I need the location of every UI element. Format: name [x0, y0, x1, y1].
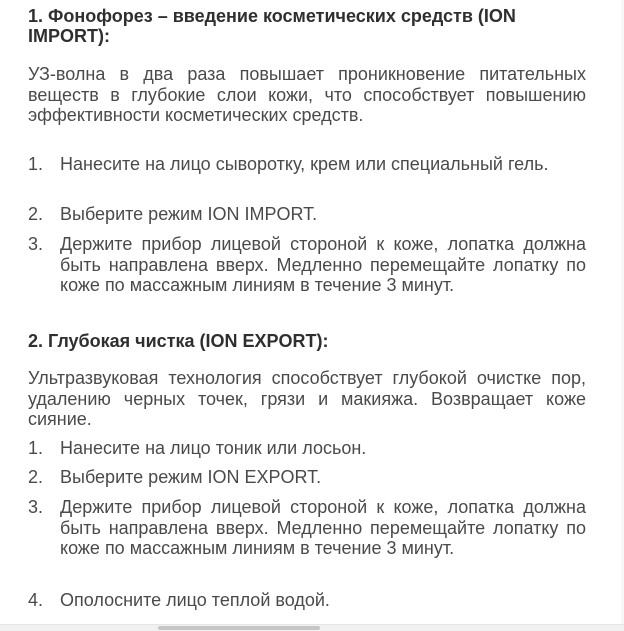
- step-text: Ополосните лицо теплой водой.: [60, 590, 330, 610]
- step-number: 4.: [28, 590, 44, 610]
- step-text: Нанесите на лицо тоник или лосьон.: [60, 438, 367, 458]
- step-text: Нанесите на лицо сыворотку, крем или специальный гель.: [60, 154, 549, 174]
- section2-heading: 2. Глубокая чистка (ION EXPORT):: [28, 331, 329, 351]
- section2-step-4: [28, 590, 586, 611]
- step-text: Выберите режим ION IMPORT.: [60, 204, 318, 224]
- step-text: Держите прибор лицевой стороной к коже, лопатка должна быть направлена вверх. Медленно перемещайте лопатку по коже по массажным линиям в течение 3 минут.: [60, 234, 586, 295]
- section2-intro: Ультразвуковая технология способствует глубокой очистке пор, удалению черных точек, грязи и макияжа. Возвращает коже сияние.: [28, 368, 586, 429]
- step-text: Выберите режим ION EXPORT.: [60, 467, 322, 487]
- step-number: 1.: [28, 438, 44, 458]
- step-number: 1.: [28, 154, 44, 174]
- section1-heading: 1. Фонофорез – введение косметических средств (ION IMPORT):: [28, 6, 516, 46]
- step-number: 2.: [28, 204, 44, 224]
- horizontal-scrollbar-thumb[interactable]: [158, 626, 320, 630]
- section1-step-1: [28, 154, 586, 175]
- section1-step-2: [28, 204, 586, 225]
- section1-step-3: [28, 234, 586, 296]
- step-number: 3.: [28, 234, 44, 254]
- section2-step-3: [28, 497, 586, 559]
- step-text: Держите прибор лицевой стороной к коже, лопатка должна быть направлена вверх. Медленно перемещайте лопатку по коже по массажным линиям в течение 3 минут.: [60, 497, 586, 558]
- section2-step-1: [28, 438, 586, 459]
- step-number: 2.: [28, 467, 44, 487]
- section2-step-2: [28, 467, 586, 488]
- section1-intro: УЗ-волна в два раза повышает проникновение питательных веществ в глубокие слои кожи, что способствует повышению эффективности косметических средств.: [28, 64, 586, 125]
- step-number: 3.: [28, 497, 44, 517]
